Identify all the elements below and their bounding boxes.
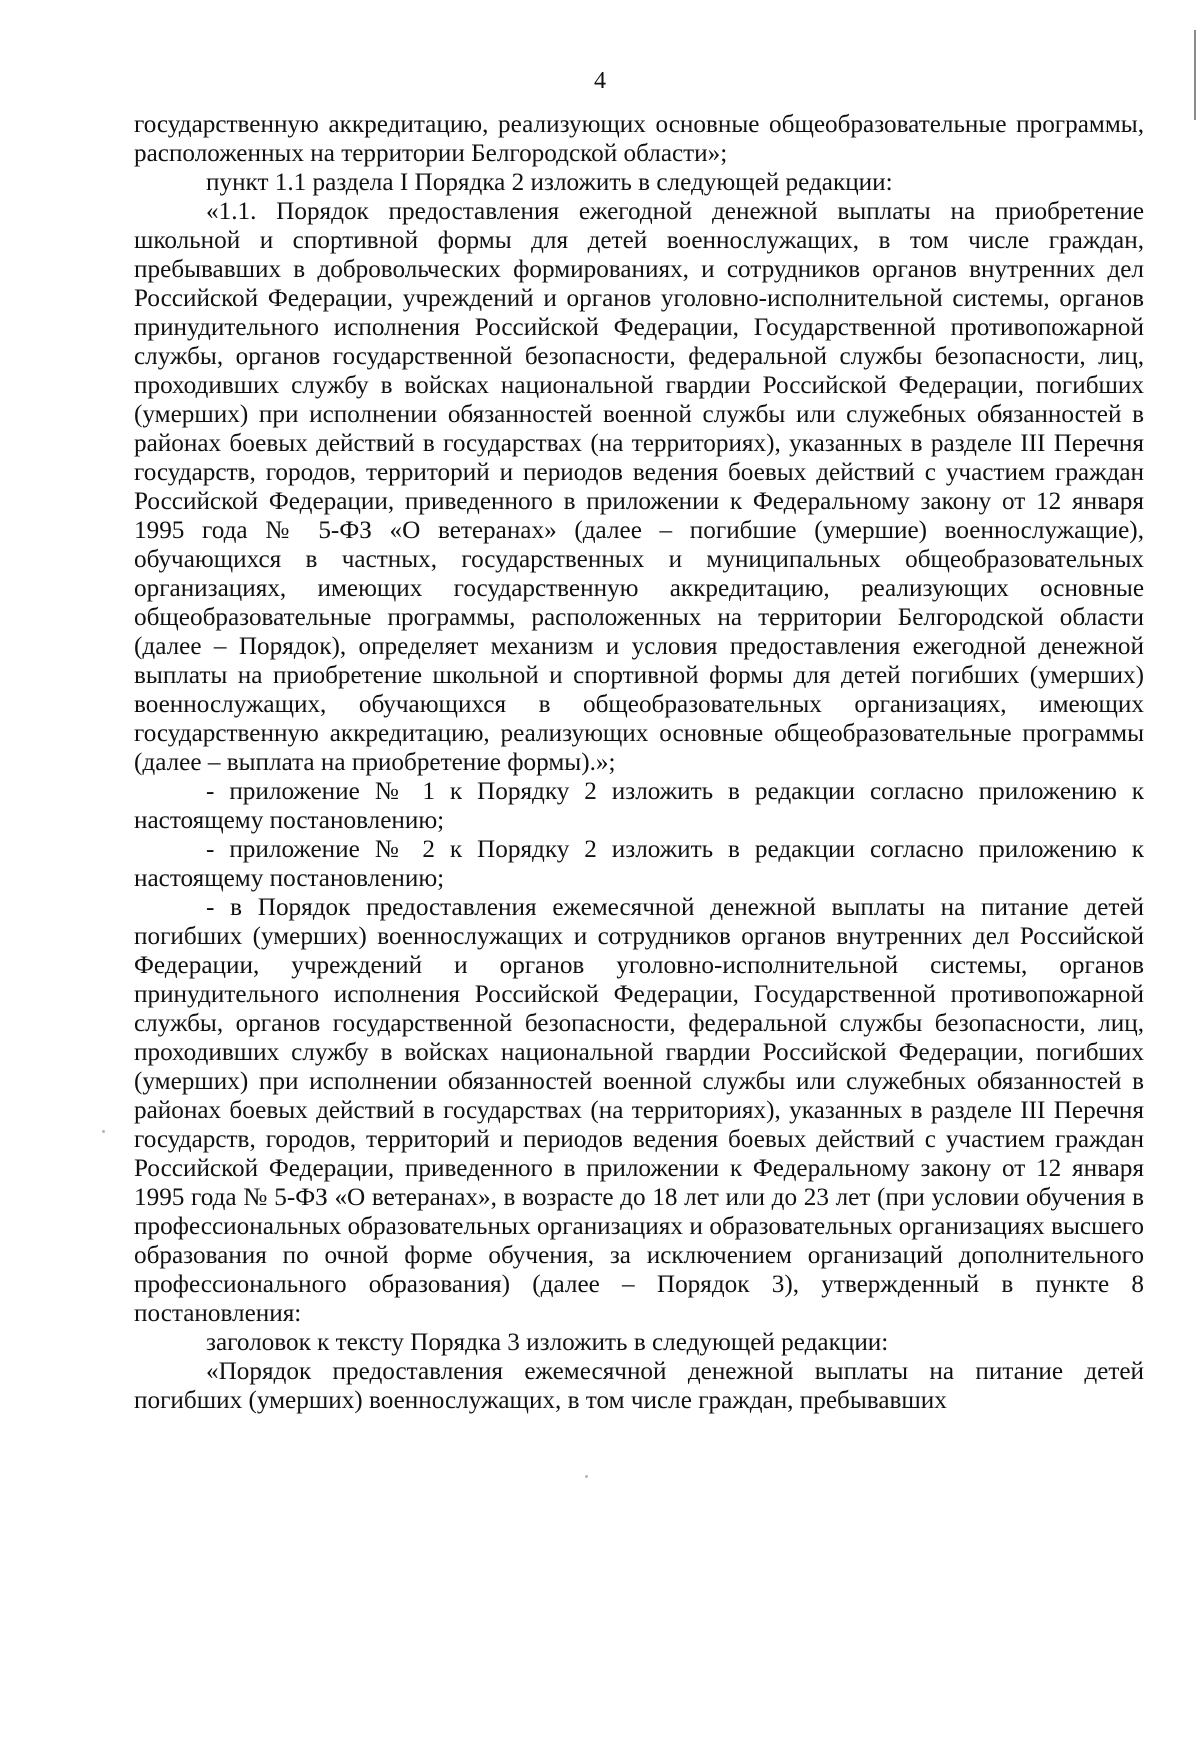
paragraph-3: «1.1. Порядок предоставления ежегодной денежной выплаты на приобретение школьной и спортивной формы для детей военнослужащих, в том числе граждан, пребывавших в добровольческих формированиях, и сотрудников органов внутренних дел Российской Федерации, учреждений и органов уголовно-исполнительной системы, органов принудительного исполнения Российской Федерации, Государственной противопожарной службы, органов государственной безопасности, федеральной службы безопасности, лиц, проходивших службу в войсках национальной гвардии Российской Федерации, погибших (умерших) при исполнении обязанностей военной службы или служебных обязанностей в районах боевых действий в государствах (на территориях), указанных в разделе III Перечня государств, городов, территорий и периодов ведения боевых действий с участием граждан Российской Федерации, приведенного в приложении к Федеральному закону от 12 января 1995 года № 5-ФЗ «О ветеранах» (далее – погибшие (умершие) военнослужащие), обучающихся в частных, государственных и муниципальных общеобразовательных организациях, имеющих государственную аккредитацию, реализующих основные общеобразовательные программы, расположенных на территории Белгородской области (далее – Порядок), определяет механизм и условия предоставления ежегодной денежной выплаты на приобретение школьной и спортивной формы для детей погибших (умерших) военнослужащих, обучающихся в общеобразовательных организациях, имеющих государственную аккредитацию, реализующих основные общеобразовательные программы (далее – выплата на приобретение формы).»; <box>134 198 1144 776</box>
paragraph-8: «Порядок предоставления ежемесячной денежной выплаты на питание детей погибших (умерших) военнослужащих, в том числе граждан, пребывавших <box>134 1358 1144 1414</box>
paragraph-1: государственную аккредитацию, реализующих основные общеобразовательные программы, расположенных на территории Белгородской области»; <box>134 111 1144 167</box>
paragraph-2: пункт 1.1 раздела I Порядка 2 изложить в следующей редакции: <box>206 169 893 196</box>
paragraph-5: - приложение № 2 к Порядку 2 изложить в редакции согласно приложению к настоящему постановлению; <box>134 836 1144 892</box>
scan-speck <box>585 1475 588 1478</box>
paragraph-7: заголовок к тексту Порядка 3 изложить в следующей редакции: <box>206 1329 889 1356</box>
scan-speck <box>102 1130 105 1133</box>
paragraph-6: - в Порядок предоставления ежемесячной денежной выплаты на питание детей погибших (умерших) военнослужащих и сотрудников органов внутренних дел Российской Федерации, учреждений и органов уголовно-исполнительной системы, органов принудительного исполнения Российской Федерации, Государственной противопожарной службы, органов государственной безопасности, федеральной службы безопасности, лиц, проходивших службу в войсках национальной гвардии Российской Федерации, погибших (умерших) при исполнении обязанностей военной службы или служебных обязанностей в районах боевых действий в государствах (на территориях), указанных в разделе III Перечня государств, городов, территорий и периодов ведения боевых действий с участием граждан Российской Федерации, приведенного в приложении к Федеральному закону от 12 января 1995 года № 5-ФЗ «О ветеранах», в возрасте до 18 лет или до 23 лет (при условии обучения в профессиональных образовательных организациях и образовательных организациях высшего образования по очной форме обучения, за исключением организаций дополнительного профессионального образования) (далее – Порядок 3), утвержденный в пункте 8 постановления: <box>134 894 1144 1327</box>
page-number: 4 <box>594 68 606 94</box>
paragraph-4: - приложение № 1 к Порядку 2 изложить в редакции согласно приложению к настоящему постановлению; <box>134 778 1144 834</box>
document-body <box>134 110 1144 1415</box>
